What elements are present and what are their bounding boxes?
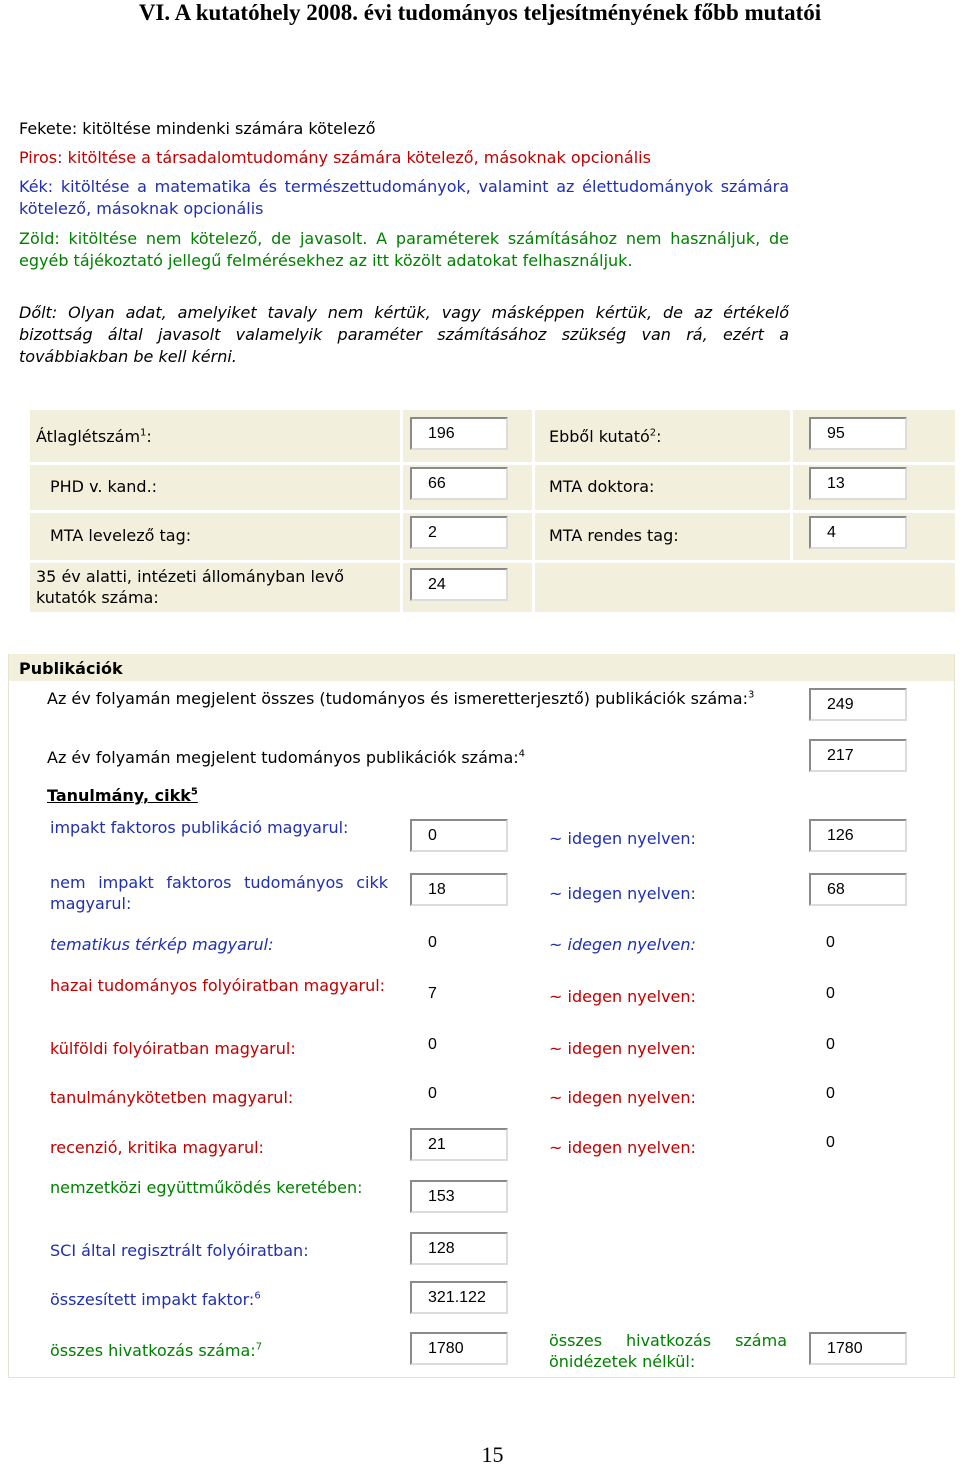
thematic-hu-label: tematikus térkép magyarul: [50, 935, 274, 954]
legend-green: Zöld: kitöltése nem kötelező, de javasolt. A paraméterek számításához nem használjuk, de egyéb tájékoztató jellegű felmérésekhez az itt közölt adatokat felhasználjuk. [19, 229, 789, 270]
volume-hu-label: tanulmánykötetben magyarul: [50, 1088, 294, 1107]
row-divider [30, 560, 955, 563]
row-divider [30, 510, 955, 513]
legend-black: Fekete: kitöltése mindenki számára kötelező [19, 119, 376, 138]
mta-full-label: MTA rendes tag: [549, 526, 679, 545]
domestic-hu-label: hazai tudományos folyóiratban magyarul: [50, 976, 386, 995]
researchers-field[interactable]: 95 [809, 417, 907, 450]
under35-label: 35 év alatti, intézeti állományban levő kutatók száma: [36, 567, 345, 607]
thematic-hu-value: 0 [428, 934, 437, 951]
legend-red: Piros: kitöltése a társadalomtudomány számára kötelező, másoknak opcionális [19, 148, 651, 167]
sci-pubs-field[interactable]: 217 [809, 739, 907, 772]
volume-foreign-label: ~ idegen nyelven: [549, 1088, 696, 1107]
table-border [8, 1377, 955, 1378]
volume-foreign-value: 0 [826, 1085, 835, 1102]
citations-field[interactable]: 1780 [410, 1332, 508, 1365]
abroad-foreign-value: 0 [826, 1036, 835, 1053]
abroad-hu-value: 0 [428, 1036, 437, 1053]
mta-doctor-label: MTA doktora: [549, 477, 655, 496]
impact-sum-label: összesített impakt faktor:$^6$ [50, 1290, 261, 1309]
mta-corr-field[interactable]: 2 [410, 516, 508, 549]
publications-header: Publikációk [19, 659, 123, 678]
researchers-label: Ebből kutató$^2$: [549, 427, 662, 446]
abroad-foreign-label: ~ idegen nyelven: [549, 1039, 696, 1058]
impact-foreign-field[interactable]: 126 [809, 819, 907, 852]
mta-full-field[interactable]: 4 [809, 516, 907, 549]
phd-label: PHD v. kand.: [50, 477, 158, 496]
review-hu-field[interactable]: 21 [410, 1128, 508, 1161]
phd-field[interactable]: 66 [410, 467, 508, 500]
nonimpact-foreign-field[interactable]: 68 [809, 873, 907, 906]
avg-headcount-field[interactable]: 196 [410, 417, 508, 450]
thematic-foreign-value: 0 [826, 934, 835, 951]
under35-field[interactable]: 24 [410, 568, 508, 601]
impact-hu-label: impakt faktoros publikáció magyarul: [50, 818, 349, 837]
col-divider [532, 410, 535, 612]
sci-pubs-label: Az év folyamán megjelent tudományos publikációk száma:$^4$ [47, 748, 526, 767]
impact-foreign-label: ~ idegen nyelven: [549, 829, 696, 848]
nonimpact-hu-label: nem impakt faktoros tudományos cikk magyarul: [50, 873, 388, 913]
volume-hu-value: 0 [428, 1085, 437, 1102]
domestic-foreign-value: 0 [826, 985, 835, 1002]
mta-doctor-field[interactable]: 13 [809, 467, 907, 500]
mta-corr-label: MTA levelező tag: [50, 526, 192, 545]
intl-coop-label: nemzetközi együttműködés keretében: [50, 1178, 363, 1197]
domestic-foreign-label: ~ idegen nyelven: [549, 987, 696, 1006]
impact-sum-field[interactable]: 321.122 [410, 1281, 508, 1314]
row-divider [30, 462, 955, 465]
col-divider [400, 410, 403, 612]
nonimpact-hu-field[interactable]: 18 [410, 873, 508, 906]
publications-header-bar [8, 654, 955, 681]
sci-reg-label: SCI által regisztrált folyóiratban: [50, 1241, 309, 1260]
table-border [954, 654, 955, 1378]
citations-noself-field[interactable]: 1780 [809, 1332, 907, 1365]
citations-label: összes hivatkozás száma:$^7$ [50, 1341, 263, 1360]
impact-hu-field[interactable]: 0 [410, 819, 508, 852]
nonimpact-foreign-label: ~ idegen nyelven: [549, 884, 696, 903]
col-divider [790, 410, 793, 562]
page-number: 15 [481, 1442, 504, 1467]
review-foreign-value: 0 [826, 1134, 835, 1151]
page-title: VI. A kutatóhely 2008. évi tudományos teljesítményének főbb mutatói [138, 0, 822, 25]
table-border [8, 654, 9, 1378]
review-foreign-label: ~ idegen nyelven: [549, 1138, 696, 1157]
sci-reg-field[interactable]: 128 [410, 1232, 508, 1265]
total-pubs-label: Az év folyamán megjelent összes (tudományos és ismeretterjesztő) publikációk száma:$^3$ [47, 689, 755, 708]
domestic-hu-value: 7 [428, 985, 437, 1002]
abroad-hu-label: külföldi folyóiratban magyarul: [50, 1039, 296, 1058]
legend-blue: Kék: kitöltése a matematika és természettudományok, valamint az élettudományok számára kötelező, másoknak opcionális [19, 177, 789, 218]
review-hu-label: recenzió, kritika magyarul: [50, 1138, 264, 1157]
intl-coop-field[interactable]: 153 [410, 1180, 508, 1213]
citations-noself-label: összes hivatkozás száma önidézetek nélkül: [549, 1331, 787, 1371]
avg-headcount-label: Átlaglétszám$^1$: [36, 427, 152, 446]
legend-italic: Dőlt: Olyan adat, amelyiket tavaly nem kértük, vagy másképpen kértük, de az értékelő bizottság által javasolt valamelyik paraméter számításához szükség van rá, ezért a továbbiakban be kell kérni. [19, 303, 789, 366]
thematic-foreign-label: ~ idegen nyelven: [549, 935, 696, 954]
study-heading: Tanulmány, cikk$^5$ [47, 786, 198, 805]
total-pubs-field[interactable]: 249 [809, 688, 907, 721]
